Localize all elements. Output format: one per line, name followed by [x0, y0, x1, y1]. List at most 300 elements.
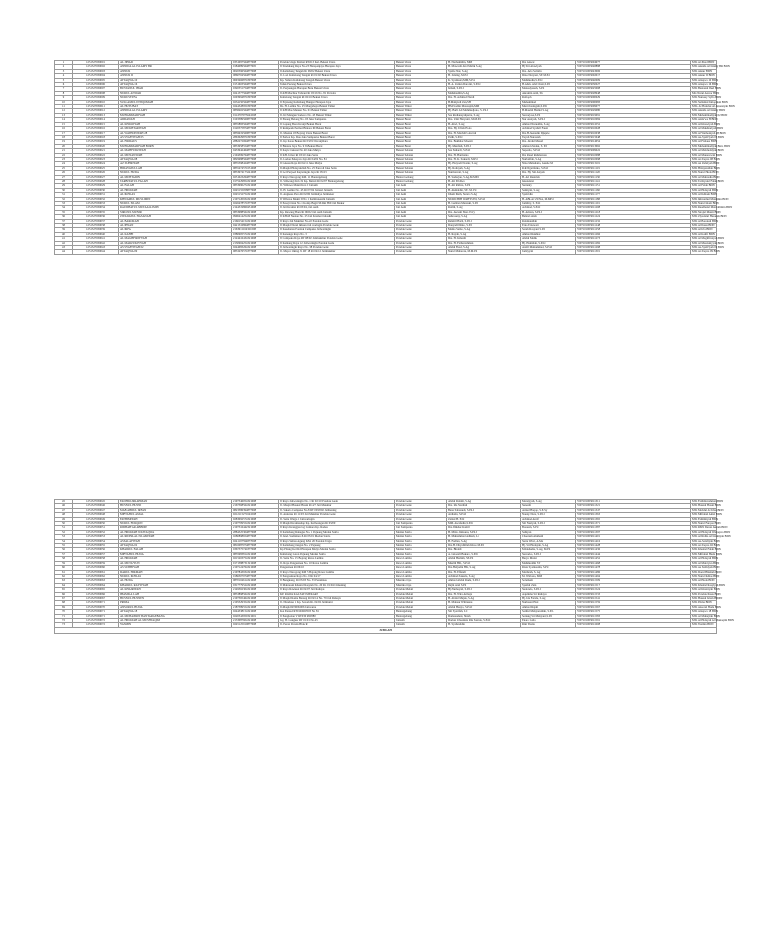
npsn-cell: 2149562304321008	[232, 588, 279, 592]
chairman-cell: H. Fudlan, S.Ag	[447, 539, 521, 543]
account-cell: 5507101003011591	[576, 618, 691, 622]
npsn-cell: 0833988564321008	[232, 210, 279, 214]
head-cell: Abdul Malik	[521, 237, 576, 241]
address-cell: Jl Raya Jatiwaringin No. 1 Rt 02/10 Pondok Gede	[279, 500, 395, 504]
code-cell: 1251527030028	[73, 179, 119, 183]
account-cell: 5507101003011444	[576, 552, 691, 556]
address-cell: Jl Raya Narogong KM 5 Bojong Rawa Lumbu	[279, 570, 395, 574]
head-cell: Marsiyyah, S.Ag	[521, 500, 576, 504]
head-cell: Achmad Anrif	[521, 517, 576, 521]
head-cell: H. Amran, S.Pd.I	[521, 210, 576, 214]
account-cell: 5507101003011416	[576, 539, 691, 543]
npsn-cell: 2884525304877008	[232, 530, 279, 534]
madrasah-name-cell: HUSNUL HUSNI	[119, 504, 232, 508]
code-cell: 1251527030009	[73, 96, 119, 100]
district-cell: Pondok Gede	[395, 513, 447, 517]
head-cell: Syaiful Zain	[521, 583, 576, 587]
madrasah-name-cell: ATTAQWA 09	[119, 250, 232, 254]
code-cell: 1251527030042	[73, 241, 119, 245]
code-cell: 1251527030063	[73, 579, 119, 583]
chairman-cell: H. A. Zaitun Daroini, S.Pd.I	[447, 83, 521, 87]
code-cell: 1251527030004	[73, 74, 119, 78]
code-cell: 1251527030052	[73, 530, 119, 534]
chairman-cell: Mamo Samo, S.Ag	[447, 228, 521, 232]
district-cell: Jati Asih	[395, 188, 447, 192]
head-cell: Suwarko, S.Pd.I	[521, 552, 576, 556]
account-cell: 5507101003043006	[576, 69, 691, 73]
district-cell: Bekasi Selatan	[395, 166, 447, 170]
npsn-cell: 0171588731321008	[232, 561, 279, 565]
madrasah-name-cell: AL KHAIRIYAH	[119, 588, 232, 592]
chairman-cell: MM. Awafudin,S.Pdi	[447, 522, 521, 526]
code-cell: 1251527030006	[73, 83, 119, 87]
head-cell: Nur Assiyah, S.Pd.I	[521, 118, 576, 122]
madrasah-name-cell: AL RIDHA AL ISLAMIYAH	[119, 535, 232, 539]
row-number: 15	[55, 122, 73, 126]
account-cell: 5507101003011208	[576, 206, 691, 210]
account-cell: 5507101003011130	[576, 175, 691, 179]
total-row	[55, 627, 717, 633]
code-cell: 1251527030003	[73, 69, 119, 73]
address-cell: Jl. Kp Kaou Bekasi Rt 03/013 Kranjibara	[279, 140, 395, 144]
row-number: 63	[55, 579, 73, 583]
address-cell: Jl. Mayor Oking Jl. RT 18 Rt 04/12 Jatimakmur	[279, 250, 395, 254]
row-number: 37	[55, 219, 73, 223]
address-cell: Jl Cempaka Raya RT 08/02 Jatimakmur Pondok Gede	[279, 237, 395, 241]
row-number: 54	[55, 539, 73, 543]
madrasah-table-part-1	[54, 60, 735, 255]
row-number: 19	[55, 140, 73, 144]
account-cell: 5507101003011494	[576, 574, 691, 578]
district-cell: Mustika Jaya	[395, 579, 447, 583]
head-cell: Samiyah, S.Ag	[521, 188, 576, 192]
head-cell: Manasiyanah, S.Pd	[521, 87, 576, 91]
madrasah-name-cell: AL HIDAYAH	[119, 557, 232, 561]
row-number: 32	[55, 197, 73, 201]
npsn-cell: 0367575741877008	[232, 548, 279, 552]
address-cell: Gg. H. Lungkar RT 01/01 No.45	[279, 618, 395, 622]
account-cell: 5507101003016038	[576, 131, 691, 135]
madrasah-name-cell: NURUL FURQON	[119, 522, 232, 526]
district-cell: Pondok Gede	[395, 508, 447, 512]
address-cell: Jl Bungkang, Rt 03/03 No. 33 Perumnas	[279, 579, 395, 583]
account-cell: 5507101003013101	[576, 162, 691, 166]
npsn-cell: 0280898654877008	[232, 535, 279, 539]
npsn-cell: 0175229854321008	[232, 179, 279, 183]
row-number: 23	[55, 157, 73, 161]
account-cell: 5507101003011141	[576, 179, 691, 183]
madrasah-name-cell: ADDAWAH	[119, 118, 232, 122]
account-name-cell: MTs Muhammadiyah Bntr. BDN	[692, 143, 731, 148]
madrasah-name-cell: ANNIDA AL ISLAMY BR	[119, 65, 232, 69]
code-cell: 1251527030013	[73, 113, 119, 117]
madrasah-name-cell: AL IRFA	[119, 228, 232, 232]
district-cell: Bekasi Barat	[395, 144, 447, 148]
madrasah-name-cell: NURUL ANWAR	[119, 91, 232, 95]
madrasah-name-cell: AS SYAFI'IYAH 05	[119, 135, 232, 139]
account-name-cell: MTs Az Zuhriyah BDN	[692, 161, 720, 166]
code-cell: 1251527030040	[73, 232, 119, 236]
account-name-cell: MTs Al Muta'yun BDN	[692, 560, 720, 565]
district-cell: Bekasi Utara	[395, 96, 447, 100]
head-cell: Bonasm, S.Pd	[521, 526, 576, 530]
chairman-cell: H. Sudarjan, S.Ag,M.MPd	[447, 175, 521, 179]
npsn-cell: 0838402564877008	[232, 109, 279, 113]
code-cell: 1251527030014	[73, 118, 119, 122]
account-cell: 5507101003011401	[576, 535, 691, 539]
account-cell: 5507101003011371	[576, 522, 691, 526]
account-cell: 5507101003011273	[576, 237, 691, 241]
address-cell: Jl.KH Muchtar Tabrani Rt 03/16 No. 81 Perwira	[279, 91, 395, 95]
madrasah-name-cell: NURUSSYFA	[119, 96, 232, 100]
row-number: 9	[55, 96, 73, 100]
address-cell: Jl. Setia No. 15 Bojong Rawa Lumbu	[279, 557, 395, 561]
chairman-cell: H. Ali Pridiwo	[447, 179, 521, 183]
account-cell: 5507101003016028	[576, 127, 691, 131]
madrasah-name-cell: MUHAMMADIYAH BORN	[119, 144, 232, 148]
chairman-cell: H. Ali Ridwa, S.Pd	[447, 184, 521, 188]
account-cell: 5507101003011177	[576, 193, 691, 197]
account-cell: 5507101003010098	[576, 157, 691, 161]
code-cell: 1251527030032	[73, 197, 119, 201]
chairman-cell: Drs. Bhohli	[447, 548, 521, 552]
madrasah-name-cell: AL HIDAYAH	[119, 188, 232, 192]
row-number: 17	[55, 131, 73, 135]
account-cell: 5507101003011347	[576, 508, 691, 512]
row-number: 30	[55, 188, 73, 192]
madrasah-name-cell: IHAMILA LAH	[119, 592, 232, 596]
code-cell: 1251527030016	[73, 127, 119, 131]
account-cell: 5507101003000029	[576, 96, 691, 100]
account-cell: 5507101003011218	[576, 210, 691, 214]
account-cell: 5507101003011232	[576, 219, 691, 223]
table-row	[55, 250, 717, 254]
row-number: 60	[55, 566, 73, 570]
account-name-cell: MTs Husnul Husni BDN	[692, 503, 721, 508]
row-number: 18	[55, 135, 73, 139]
chairman-cell: Dariun Ichsanisis Riu Santok, S.Pd.I	[447, 618, 521, 622]
account-name-cell: MTs Darul Hikmah BDN	[692, 569, 722, 574]
chairman-cell: H. Jalaing, M.Pd	[447, 74, 521, 78]
npsn-cell: 0433942464877008	[232, 149, 279, 153]
code-cell: 1251527030015	[73, 122, 119, 126]
address-cell: Jl KH.M Nesian No. 25 Jati Kramat Jatiasih	[279, 215, 395, 219]
account-name-cell: MTs Ikhwamul Muslimin BDN	[692, 196, 729, 201]
row-number: 62	[55, 574, 73, 578]
district-cell: Pondok Gede	[395, 241, 447, 245]
district-cell: Pondok Gede	[395, 228, 447, 232]
account-cell: 5507101003011120	[576, 171, 691, 175]
madrasah-name-cell: ASSALAFIYAH	[119, 539, 232, 543]
code-cell: 1251527030010	[73, 100, 119, 104]
account-name-cell: MTs Khairul Falah BDN	[692, 547, 721, 552]
chairman-cell: Drs. Awsam Sher. Evry	[447, 210, 521, 214]
madrasah-name-cell: AL HUDA	[119, 579, 232, 583]
district-cell: Bekasi Utara	[395, 91, 447, 95]
account-name-cell: MTs Al Irfa BDN	[691, 228, 717, 232]
npsn-cell: 2197709554321008	[232, 522, 279, 526]
madrasah-name-cell: AL MUKHTARIYAH	[119, 127, 232, 131]
code-cell: 1251527030018	[73, 135, 119, 139]
code-cell: 1251527030030	[73, 188, 119, 192]
address-cell: Jl Pengkolan V RT030 RW080	[279, 614, 395, 618]
row-number: 57	[55, 552, 73, 556]
district-cell: Jatiasih	[395, 623, 447, 627]
madrasah-name-cell: AL MAHFUDZIYAH	[119, 149, 232, 153]
madrasah-name-cell: KHWAMUL MUSLIMIN	[119, 197, 232, 201]
address-cell: Pengasinan Rt 06/10	[279, 566, 395, 570]
chairman-cell: Danyadil Riko, S.Pd	[447, 224, 521, 228]
npsn-cell: 0020396564877008	[232, 69, 279, 73]
address-cell: Jl. Raya Pengasinan No. 10 Rawa Lumbu	[279, 561, 395, 565]
account-cell: 5507101003040009	[576, 78, 691, 82]
row-number: 6	[55, 83, 73, 87]
address-cell: Jl. Lori Kaliabang Tengah Rt 01/02 Bekasi Utara	[279, 74, 395, 78]
madrasah-name-cell: ANNIDA AL ISLAMY	[119, 109, 232, 113]
district-cell: Jati Asih	[395, 184, 447, 188]
account-cell: 5507101003011559	[576, 601, 691, 605]
account-cell: 5507101003011583	[576, 614, 691, 618]
npsn-cell: 0241197594877008	[232, 539, 279, 543]
address-cell: Jl Sindulang Raya No.23 Harapanjaya Harapan Jaya	[279, 65, 395, 69]
chairman-cell: Hj. Rohayah, S.Ag	[447, 166, 521, 170]
row-number: 13	[55, 113, 73, 117]
account-name-cell: MTs RMS Darun Akram BDN	[692, 525, 728, 530]
madrasah-name-cell: AL MUHTADIN	[119, 175, 232, 179]
account-name-cell: MTs Prima BDN	[691, 601, 717, 605]
chairman-cell: Hj. Barli Ali Mahmudjono, S. Pd.I	[447, 109, 521, 113]
chairman-cell: Sahroseny, S.Ag	[447, 215, 521, 219]
chairman-cell: Mahshuddin,S.Ag	[447, 91, 521, 95]
npsn-cell: 0245125910877008	[232, 623, 279, 627]
npsn-cell: 0120375874877008	[232, 127, 279, 131]
district-cell: Rawa Lumbu	[395, 574, 447, 578]
chairman-cell: Abdul Fuad, S.Ag	[447, 246, 521, 250]
district-cell: Bekasi Selatan	[395, 162, 447, 166]
head-cell: R.R.Ngatifaiko, S.Pd.I	[521, 166, 576, 170]
account-cell: 5507101003011436	[576, 548, 691, 552]
head-cell: Arafil Muhammad, S.Pd.I	[521, 246, 576, 250]
code-cell: 1251527030071	[73, 610, 119, 614]
code-cell: 1251527030005	[73, 78, 119, 82]
code-cell: 1251527030007	[73, 87, 119, 91]
chairman-cell: Nurmawati, S.Ag	[447, 171, 521, 175]
account-name-cell: MTs Al Marzukiyyah BDN	[692, 240, 724, 245]
district-cell: Bantargebang	[395, 610, 447, 614]
address-cell: Jl Rempeuh Permai Bintara III Bekasi Barat	[279, 127, 395, 131]
head-cell: Drs.H.Jaenudin Djuprie	[521, 131, 576, 135]
district-cell: Pondok Gede	[395, 246, 447, 250]
chairman-cell: Syafie Nur, S.Ag	[447, 69, 521, 73]
address-cell: Jl KH Mas Mansur No. 01 Bekasi Timur	[279, 109, 395, 113]
account-cell: 5507101003011266	[576, 232, 691, 236]
head-cell: Drs Anwar	[521, 61, 576, 65]
row-number: 42	[55, 241, 73, 245]
madrasah-name-cell: AL IKHLAS	[119, 193, 232, 197]
account-cell: 5507101003011452	[576, 557, 691, 561]
npsn-cell: 0251023264877008	[232, 175, 279, 179]
account-cell: 5507101003011428	[576, 544, 691, 548]
address-cell: Jl Pisang Belong No. 03 Jaka Sampurna	[279, 118, 395, 122]
chairman-cell: Achmad Zakaria, S.Ag	[447, 574, 521, 578]
account-cell: 5507101003011188	[576, 197, 691, 201]
address-cell: Jl Kesehatan Pondok Cempaka Jatiwaringin	[279, 228, 395, 232]
code-cell: 1251527030067	[73, 596, 119, 600]
row-number: 29	[55, 184, 73, 188]
madrasah-name-cell: SIROJUL MUNIR	[119, 210, 232, 214]
address-cell: Jl Kenanga Raya No. 3	[279, 232, 395, 236]
account-cell: 5507101003009022	[576, 149, 691, 153]
row-number: 35	[55, 210, 73, 214]
madrasah-name-cell: ATTAQWA 18	[119, 610, 232, 614]
head-cell: Saiiful Mahyarudinh, S.Pd.	[521, 610, 576, 614]
head-cell: H. ABLAJ ZUNA, M.MPd	[521, 197, 576, 201]
row-number: 52	[55, 530, 73, 534]
account-name-cell: MTs As Subhiyah BDN	[692, 565, 720, 570]
npsn-cell: 0835883564877008	[232, 122, 279, 126]
district-cell: Bantar Gebang	[395, 175, 447, 179]
madrasah-name-cell: ZIYADATUL HASANAH	[119, 215, 232, 219]
code-cell: 1251527030033	[73, 202, 119, 206]
code-cell: 1251527030071	[73, 614, 119, 618]
row-number: 69	[55, 605, 73, 609]
npsn-cell: 0833958554877008	[232, 144, 279, 148]
account-name-cell: MTs As-Salafiyah BDN	[692, 538, 720, 543]
row-number: 47	[55, 508, 73, 512]
head-cell: Arinul Haqqo, S.E.Sy	[521, 508, 576, 512]
npsn-cell: 0835474571651008	[232, 166, 279, 170]
head-cell: M. Wiriono, MM	[521, 574, 576, 578]
row-number: 7	[55, 87, 73, 91]
row-number: 49	[55, 517, 73, 521]
npsn-cell: 0833476571877008	[232, 250, 279, 254]
account-cell: 5507101003011509	[576, 579, 691, 583]
npsn-cell: 0860704564877008	[232, 74, 279, 78]
madrasah-name-cell: AL HIDAYAH WATTAQWA	[119, 530, 232, 534]
district-cell: Pondok Melati	[395, 601, 447, 605]
district-cell: Bekasi Utara	[395, 61, 447, 65]
head-cell: Drs. Abdul Manaf	[521, 140, 576, 144]
npsn-cell: 2194399764877008	[232, 153, 279, 157]
account-name-cell: MTs Adda'wa H BDN	[692, 117, 718, 122]
account-name-cell: Mts Nurul Anwar BDN	[692, 90, 720, 95]
row-number: 31	[55, 193, 73, 197]
district-cell: Jatiasih	[395, 618, 447, 622]
account-name-cell: MTs Mabdul Al Irfan BDN	[692, 507, 724, 512]
account-name-cell: MTs Nurussy Syifa BDN	[692, 95, 722, 100]
code-cell: 1251527030064	[73, 583, 119, 587]
head-cell: Sunardi	[521, 504, 576, 508]
code-cell: 1251527030044	[73, 250, 119, 254]
account-name-cell: MTs Al Firdaus BDN	[692, 139, 717, 144]
account-name-cell: MTs Al Munawwah BDN	[692, 152, 722, 157]
head-cell: Akramin Ardi, Sh	[521, 91, 576, 95]
address-cell: Pondok Ungu Permai RT.013 Kel. Bekasi Utara	[279, 61, 395, 65]
account-cell: 5507101003011160	[576, 188, 691, 192]
account-name-cell: MTs As-Syafi'iyah 05 BDN	[692, 134, 725, 139]
row-number: 46	[55, 504, 73, 508]
account-name-cell: MTs Al Jihad BDN	[691, 61, 717, 65]
row-number: 55	[55, 544, 73, 548]
code-cell: 1251527030035	[73, 210, 119, 214]
address-cell: Jl Perkot Kp. Dua Jaka Sampurna Bekasi Barat	[279, 135, 395, 139]
code-cell: 1251527030023	[73, 157, 119, 161]
head-cell: Muhammad	[521, 100, 576, 104]
account-name-cell: MTs Nurul Furqon BDN	[692, 521, 721, 526]
district-cell: Bekasi Selatan	[395, 157, 447, 161]
row-number: 38	[55, 224, 73, 228]
district-cell: Medan Satria	[395, 535, 447, 539]
address-cell: Jl Raya Kranggan Gg Cemara Kp. Radeu	[279, 526, 395, 530]
row-number: 45	[55, 500, 73, 504]
account-name-cell: MTs Muhammadiyah 02 BDN	[692, 112, 728, 117]
account-cell: 5507101003011478	[576, 566, 691, 570]
row-number: 64	[55, 583, 73, 587]
npsn-cell: 2130904254321008	[232, 241, 279, 245]
address-cell: Jl. KI Mangun Sarkoro No. 45 Bekasi Timur	[279, 113, 395, 117]
account-name-cell: MTs Nurul Islam BDN	[692, 201, 719, 205]
code-cell: 1251527030065	[73, 588, 119, 592]
district-cell: Bekasi Barat	[395, 127, 447, 131]
account-name-cell: MTs Fathimiyah BDN	[692, 516, 718, 521]
npsn-cell: 2124416434321008	[232, 237, 279, 241]
code-cell: 1251527030008	[73, 91, 119, 95]
address-cell: Jl.Masjid RT006/006 Jatiwarna	[279, 605, 395, 609]
chairman-cell: Sas Suhardi, S.Pd.I	[447, 149, 521, 153]
address-cell: Kaliabang Laton Pejuang Medan Satria	[279, 552, 395, 556]
address-cell: Jl. H. Gemin No. 45 Rt 07/04 Jatisari Jatiasih	[279, 188, 395, 192]
row-number: 28	[55, 179, 73, 183]
address-cell: Ds. H. Lemba No. 25 Margahayu Bekasi Timur	[279, 105, 395, 109]
head-cell: Nanny Nurs, S.Pd.I	[521, 513, 576, 517]
row-number: 34	[55, 206, 73, 210]
npsn-cell: 0317779524321008	[232, 583, 279, 587]
madrasah-name-cell: AL BAROKAH	[119, 219, 232, 223]
district-cell: Bekasi Utara	[395, 83, 447, 87]
madrasah-name-cell: AL MUNAWWAH	[119, 153, 232, 157]
district-cell: Pondok Gede	[395, 517, 447, 521]
code-cell: 1251527030056	[73, 548, 119, 552]
npsn-cell: 2133087604321008	[232, 618, 279, 622]
row-number: 10	[55, 100, 73, 104]
account-name-cell: MTs Annur BDN	[691, 69, 717, 73]
account-name-cell: MTs Al Mukhtariyah BDN	[692, 126, 724, 131]
chairman-cell: Damasudeni, Shiah	[447, 614, 521, 618]
address-cell: Jl Masjid Kramandap Kp. Kaliwangan Rt 03/09	[279, 522, 395, 526]
address-cell: Kp Pilang Kel Rd Harapan Mulya Medan Satria	[279, 548, 395, 552]
chairman-cell: Hj.Nurhayati, S.Pd.I	[447, 588, 521, 592]
district-cell: Bekasi Utara	[395, 78, 447, 82]
account-cell: 5507101003030027	[576, 83, 691, 87]
code-cell: 1251527030019	[73, 140, 119, 144]
chairman-cell: H. Rayah, S.Ag	[447, 232, 521, 236]
head-cell: Nina Mahshatia, Gunde M	[521, 162, 576, 166]
chairman-cell: Drs. H. Harmanto	[447, 153, 521, 157]
chairman-cell: Abdul Hamim, SE.Pd	[447, 557, 521, 561]
npsn-cell: 2144519869451008	[232, 206, 279, 210]
account-cell: 5507101003011311	[576, 500, 691, 504]
npsn-cell: 0220543950321001	[232, 614, 279, 618]
row-number: 50	[55, 522, 73, 526]
district-cell: Jati Sampurna	[395, 526, 447, 530]
code-cell: 1251527030039	[73, 228, 119, 232]
code-cell: 1251527030038	[73, 224, 119, 228]
head-cell: Surianty	[521, 184, 576, 188]
npsn-cell: 0835983814321008	[232, 552, 279, 556]
chairman-cell: Irham Ihsih, Surato S.Ag	[447, 193, 521, 197]
account-name-cell: MTs Sirojul Munir BDN	[692, 209, 721, 214]
code-cell: 1251527030002	[73, 65, 119, 69]
